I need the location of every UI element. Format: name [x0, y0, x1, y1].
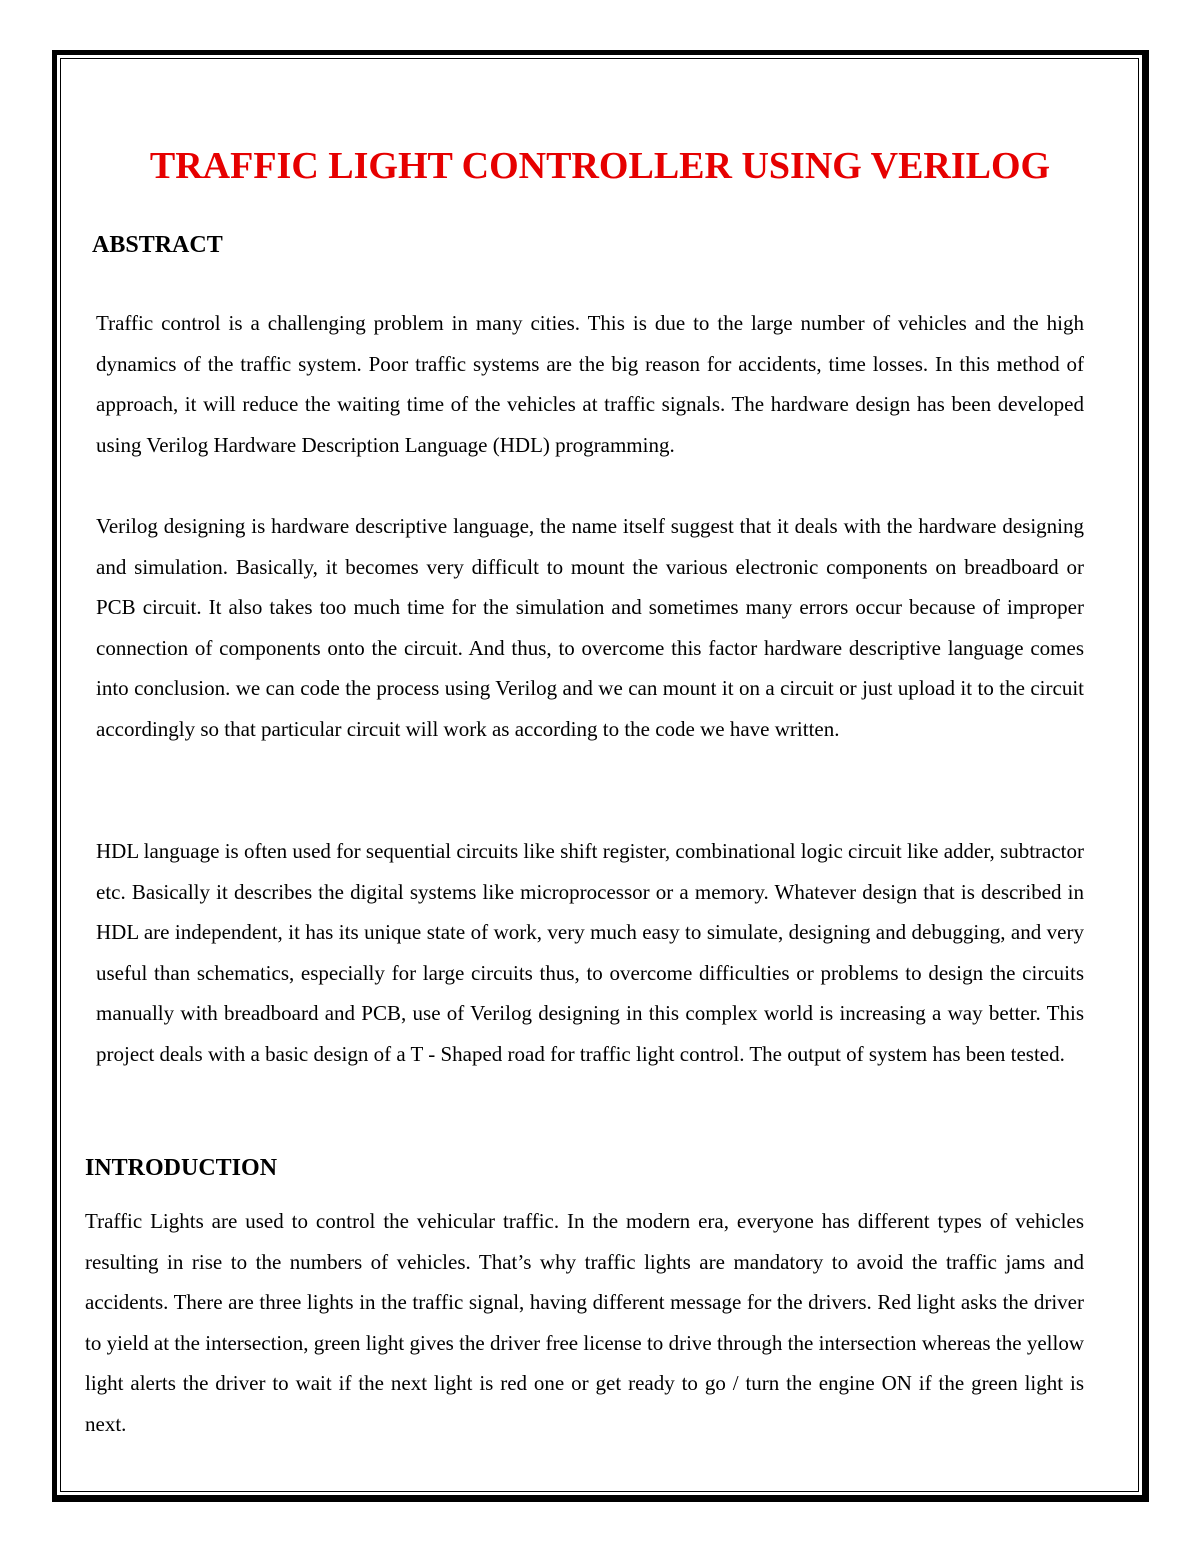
abstract-paragraph-3: HDL language is often used for sequential circuits like shift register, combinational logic circuit like adder, subtractor etc. Basically it describes the digital systems like microprocessor or a memory. Whatever design that is described in HDL are independent, it has its unique state of work, very much easy to simulate, designing and debugging, and very useful than schematics, especially for large circuits thus, to overcome difficulties or problems to design the circuits manually with breadboard and PCB, use of Verilog designing in this complex world is increasing a way better. This project deals with a basic design of a T - Shaped road for traffic light control. The output of system has been tested.	[96, 839, 1084, 1066]
introduction-paragraph-1: Traffic Lights are used to control the vehicular traffic. In the modern era, everyone has different types of vehicles resulting in rise to the numbers of vehicles. That’s why traffic lights are mandatory to avoid the traffic jams and accidents. There are three lights in the traffic signal, having different message for the drivers. Red light asks the driver to yield at the intersection, green light gives the driver free license to drive through the intersection whereas the yellow light alerts the driver to wait if the next light is red one or get ready to go / turn the engine ON if the green light is next.	[85, 1209, 1084, 1436]
abstract-paragraph-2: Verilog designing is hardware descriptive language, the name itself suggest that it deals with the hardware designing and simulation. Basically, it becomes very difficult to mount the various electronic components on breadboard or PCB circuit. It also takes too much time for the simulation and sometimes many errors occur because of improper connection of components onto the circuit. And thus, to overcome this factor hardware descriptive language comes into conclusion. we can code the process using Verilog and we can mount it on a circuit or just upload it to the circuit accordingly so that particular circuit will work as according to the code we have written.	[96, 514, 1084, 741]
abstract-paragraph-1: Traffic control is a challenging problem in many cities. This is due to the large number of vehicles and the high dynamics of the traffic system. Poor traffic systems are the big reason for accidents, time losses. In this method of approach, it will reduce the waiting time of the vehicles at traffic signals. The hardware design has been developed using Verilog Hardware Description Language (HDL) programming.	[96, 311, 1084, 457]
abstract-heading: ABSTRACT	[92, 232, 223, 258]
document-title: TRAFFIC LIGHT CONTROLLER USING VERILOG	[149, 145, 1051, 187]
introduction-heading: INTRODUCTION	[85, 1155, 278, 1181]
